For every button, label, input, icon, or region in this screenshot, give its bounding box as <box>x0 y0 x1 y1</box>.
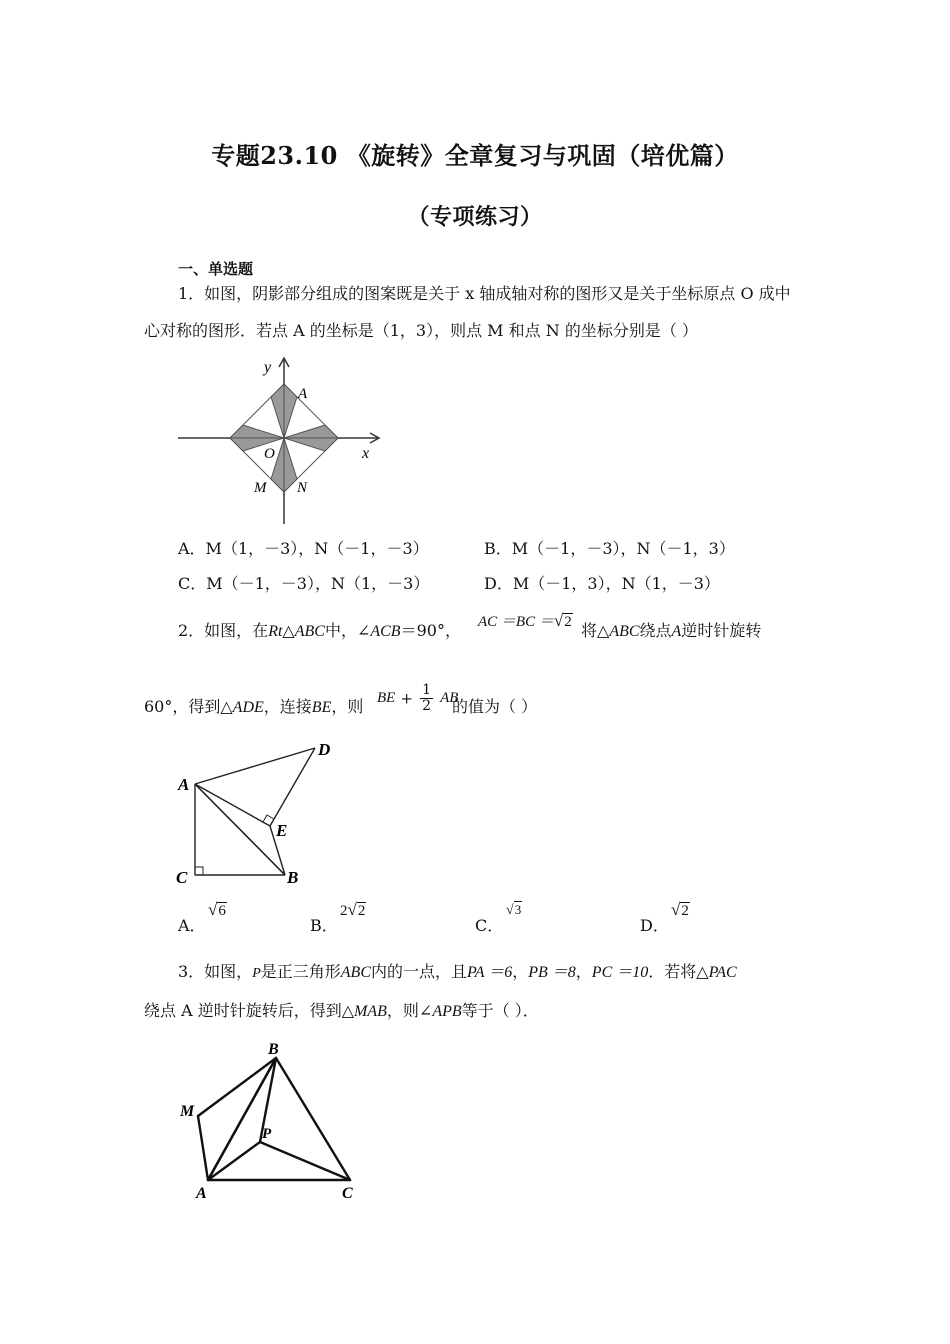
q2-l2b: ，连接 <box>263 697 312 716</box>
q2-equation <box>478 610 573 631</box>
q2-option-b-radicand: 2 <box>357 903 366 919</box>
q3-pac: PAC <box>708 964 737 981</box>
q1-label-M: M <box>254 480 267 496</box>
q3-l2a: 绕点 A 逆时针旋转后，得到△ <box>144 1001 355 1020</box>
q1-option-c: C．M（－1，－3），N（1，－3） <box>178 574 430 593</box>
q2-option-c-radicand: 3 <box>514 902 522 917</box>
q3-l2b: ，则∠ <box>386 1001 433 1020</box>
q2-eq-radicand: 2 <box>564 614 572 630</box>
q2-l2c: ，则 <box>331 697 364 716</box>
page-title: 专题23.10 《旋转》全章复习与巩固（培优篇） <box>211 141 739 170</box>
q2-be: BE <box>311 699 332 716</box>
q1-option-a: A．M（1，－3），N（－1，－3） <box>178 539 429 558</box>
q2-option-d-label: D． <box>640 916 669 935</box>
section-heading: 一、单选题 <box>178 260 254 278</box>
q3-label-M: M <box>180 1103 195 1120</box>
page-subtitle: （专项练习） <box>407 204 543 230</box>
q3-c2: ， <box>575 962 592 981</box>
q1-figure <box>174 352 389 528</box>
q3-mab: MAB <box>354 1003 387 1020</box>
q3-s3: 内的一点，且 <box>370 962 467 981</box>
q1-option-d: D．M（－1，3），N（1，－3） <box>484 574 720 593</box>
q3-s2: 是正三角形 <box>260 962 341 981</box>
q1-option-b: B．M（－1，－3），N（－1，3） <box>484 539 735 558</box>
q2-s5: 绕点 <box>639 621 672 640</box>
q2-l2d: 的值为（ ） <box>452 697 538 716</box>
q3-apb: APB <box>432 1003 462 1020</box>
q1-text-line2: 心对称的图形．若点 A 的坐标是（1，3），则点 M 和点 N 的坐标分别是（ ） <box>144 321 698 340</box>
q3-label-B: B <box>268 1041 279 1058</box>
q1-text-line1: 1．如图，阴影部分组成的图案既是关于 x 轴成轴对称的图形又是关于坐标原点 O 成中 <box>178 284 791 303</box>
q3-label-P: P <box>262 1126 272 1142</box>
q2-abc: ABC <box>294 623 325 640</box>
q2-option-b-label: B． <box>310 916 338 935</box>
q3-pb: PB ＝8 <box>528 964 576 981</box>
q2-label-E: E <box>276 821 288 840</box>
q1-label-O: O <box>264 446 275 462</box>
q2-frac-den: 2 <box>422 698 432 714</box>
q2-rt: Rt <box>268 623 283 640</box>
q2-ptA: A <box>671 623 682 640</box>
q3-figure <box>172 1036 372 1211</box>
q3-label-C: C <box>342 1185 353 1202</box>
q2-acb: ACB <box>370 623 401 640</box>
q2-option-c-value: √3 <box>506 902 522 918</box>
q2-s3: ＝90°， <box>400 621 461 640</box>
q2-abc2: ABC <box>609 623 640 640</box>
q2-text-line1b <box>581 621 761 642</box>
q3-label-A: A <box>196 1185 207 1202</box>
q3-seg-MB <box>198 1058 276 1116</box>
q3-l2c: 等于（ ）． <box>461 1001 539 1020</box>
q2-expression <box>377 683 458 714</box>
q2-expr-plus: + <box>400 689 413 708</box>
q2-label-C: C <box>176 868 188 887</box>
q3-abc: ABC <box>340 964 371 981</box>
q2-s2: 中，∠ <box>324 621 371 640</box>
q2-seg-AE <box>195 784 270 826</box>
q2-option-a-value: √6 <box>208 900 226 919</box>
q3-seg-MA <box>198 1116 208 1180</box>
q2-s1: 2．如图，在 <box>178 621 269 640</box>
q1-label-A: A <box>298 386 308 402</box>
q2-right-angle-C <box>195 867 203 875</box>
q2-tri: △ <box>282 621 295 640</box>
q2-option-a-radicand: 6 <box>218 903 226 919</box>
q2-fraction <box>420 683 433 714</box>
q3-s4: ．若将△ <box>648 962 709 981</box>
q2-option-c-label: C． <box>475 916 504 935</box>
q2-label-D: D <box>318 740 331 759</box>
q2-label-A: A <box>178 775 190 794</box>
q3-s1: 3．如图， <box>178 962 253 981</box>
q1-label-N: N <box>297 480 308 496</box>
q2-text-line1 <box>178 621 461 642</box>
q2-frac-num: 1 <box>422 682 432 698</box>
q3-text-line2 <box>144 1001 539 1022</box>
q3-p: P <box>252 966 261 981</box>
q1-label-y: y <box>264 359 272 376</box>
q2-s6: 逆时针旋转 <box>681 621 762 640</box>
q3-seg-AB2 <box>208 1058 276 1180</box>
q2-option-b-coef: 2 <box>340 903 348 919</box>
q2-ade: ADE <box>232 699 264 716</box>
q2-expr-be: BE <box>377 690 396 706</box>
q2-option-b-value: 2√2 <box>340 900 366 919</box>
q3-text-line1 <box>178 962 737 984</box>
q2-eq-lhs: AC ＝BC ＝ <box>478 614 554 630</box>
q2-expr-ab: AB <box>440 690 459 706</box>
q2-option-d-radicand: 2 <box>681 903 689 919</box>
q3-seg-PC <box>260 1142 350 1180</box>
q3-seg-AP <box>208 1142 260 1180</box>
q2-option-d-value: √2 <box>671 900 689 919</box>
q2-label-B: B <box>287 868 299 887</box>
q2-s4: 将△ <box>581 621 610 640</box>
q3-seg-BC <box>276 1058 350 1180</box>
q3-c1: ， <box>512 962 529 981</box>
q1-label-x: x <box>362 445 370 462</box>
q3-pc: PC ＝10 <box>591 964 649 981</box>
q2-figure <box>170 738 345 890</box>
q3-pa: PA ＝6 <box>467 964 513 981</box>
q2-option-a-label: A． <box>178 916 206 935</box>
q2-eq-radical: √2 <box>553 611 572 630</box>
q2-l2a: 60°，得到△ <box>144 697 233 716</box>
q2-text-line2 <box>144 697 363 718</box>
